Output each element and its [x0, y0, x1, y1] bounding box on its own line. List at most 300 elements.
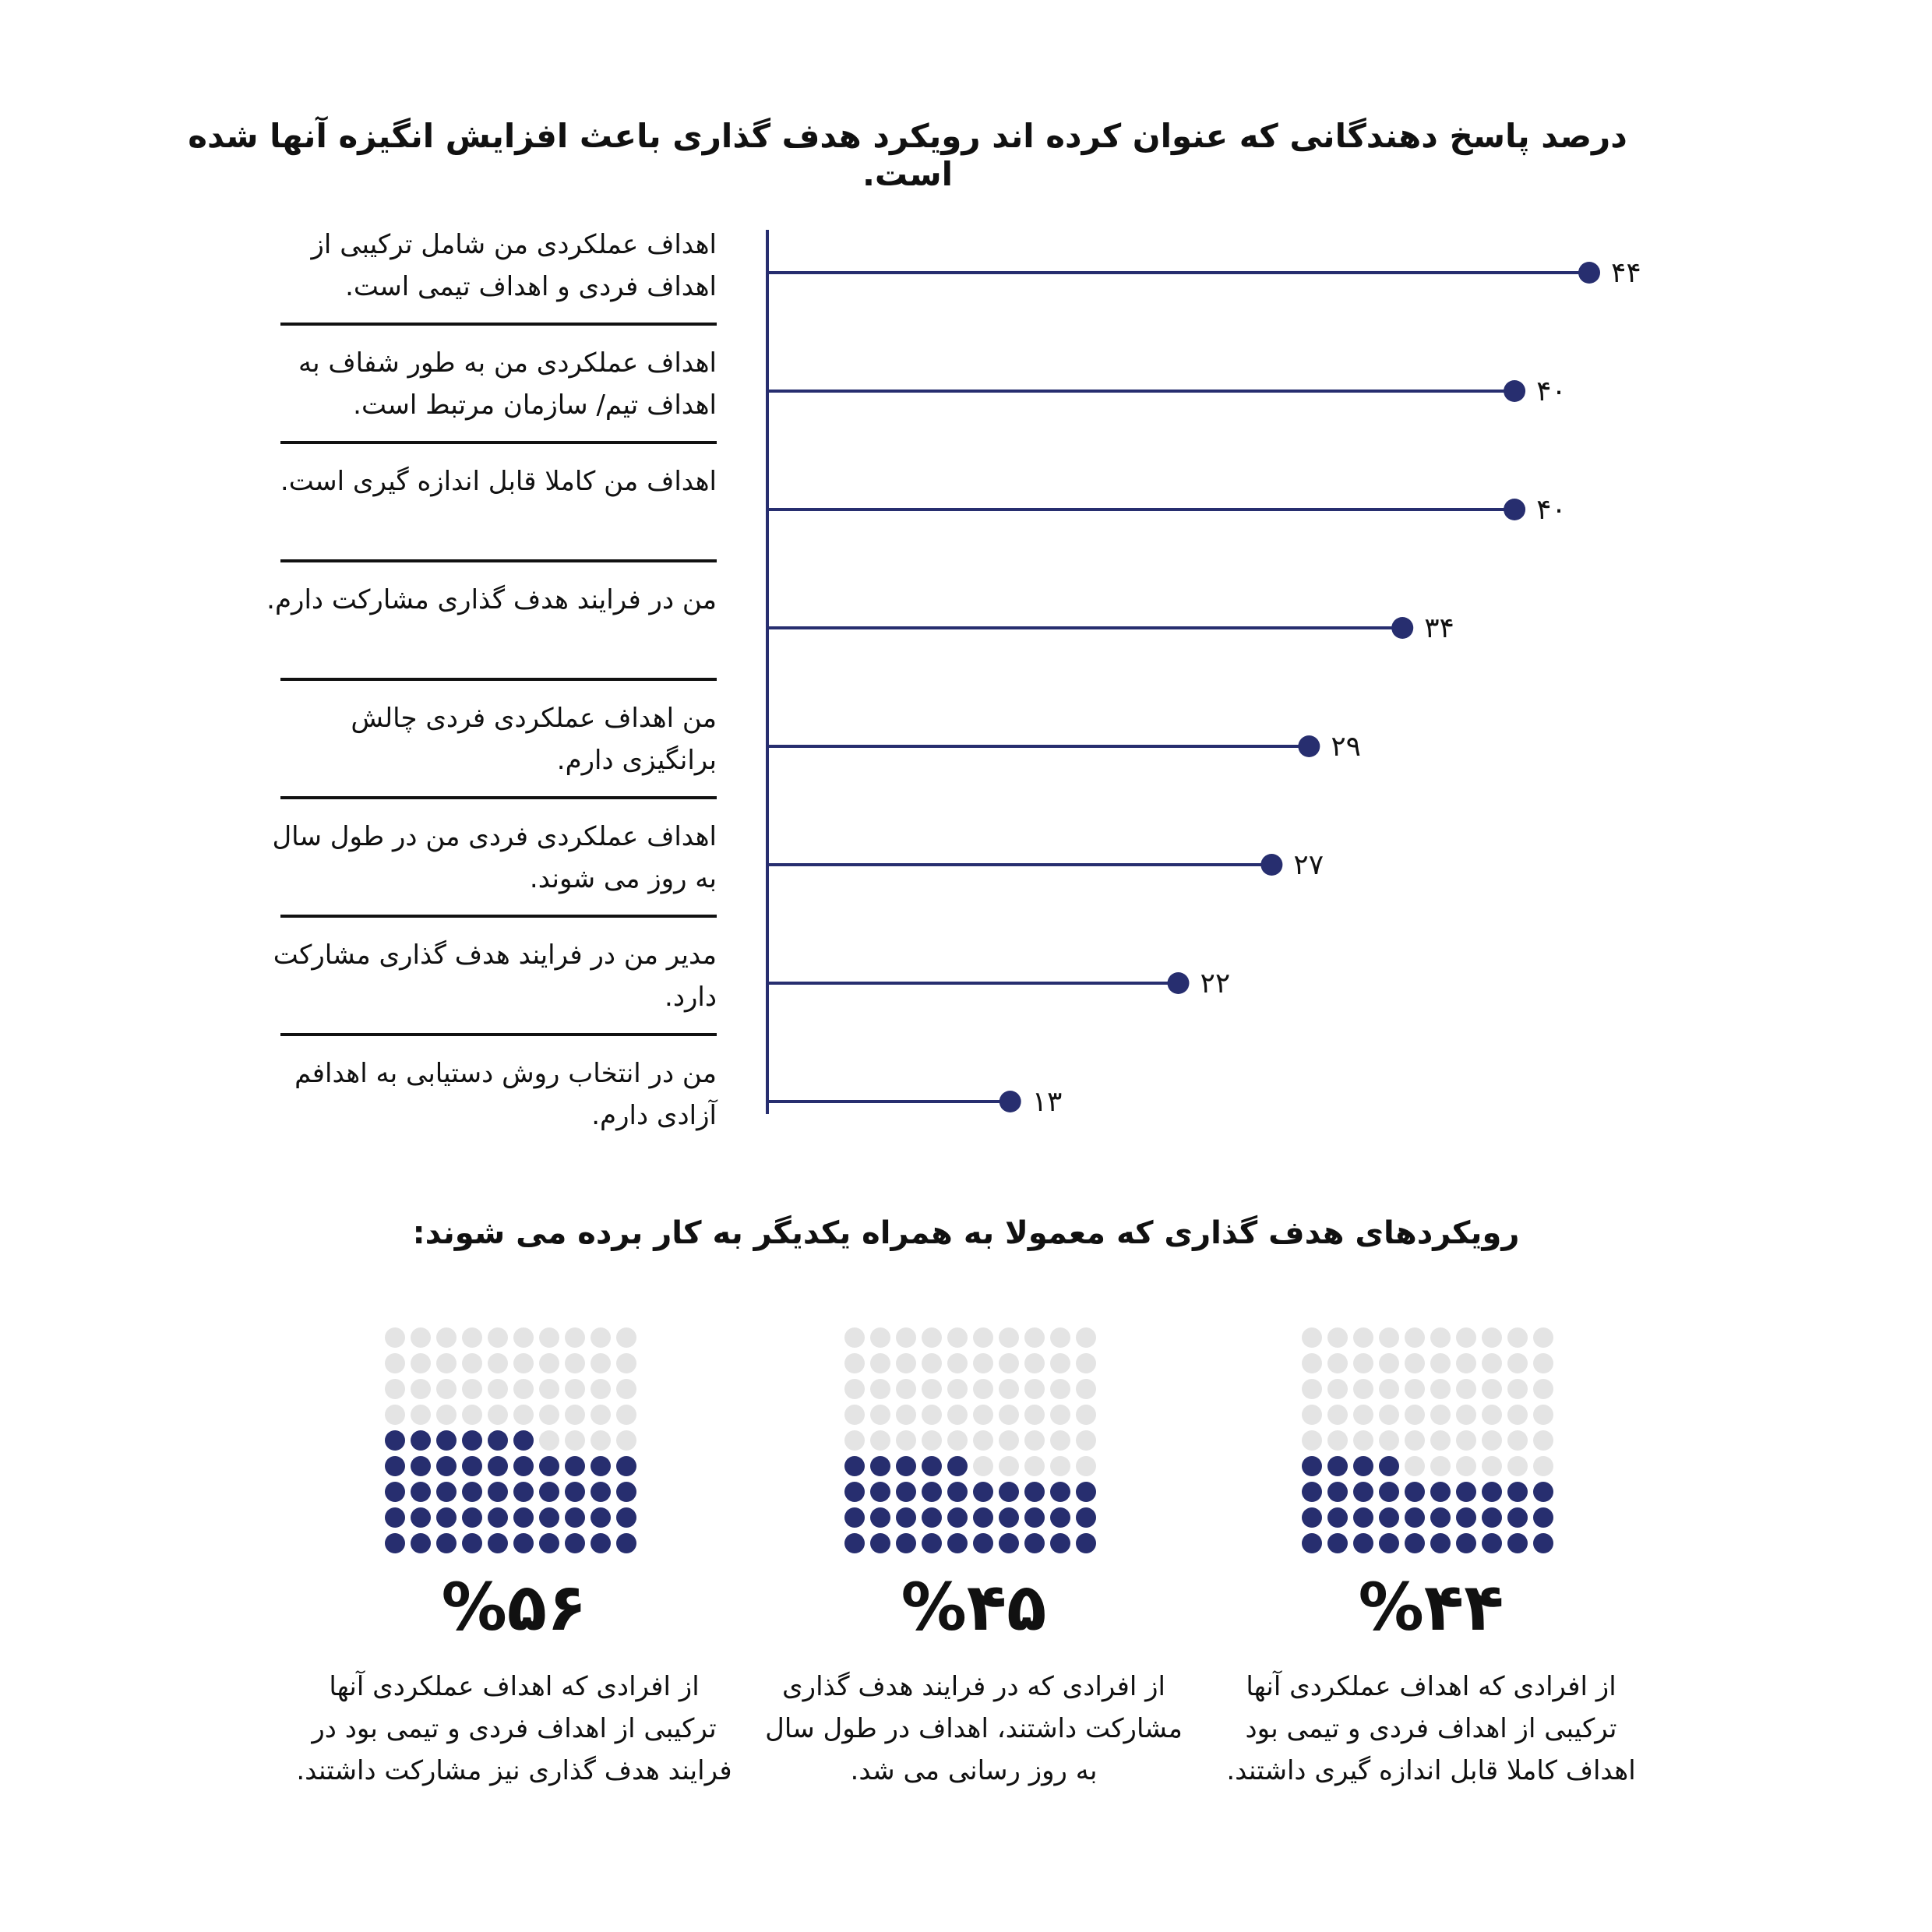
waffle-dot-filled: [1353, 1456, 1373, 1476]
waffle-dot-filled: [973, 1507, 993, 1528]
lollipop-chart: [748, 218, 1683, 1153]
waffle-chart: [382, 1324, 647, 1558]
waffle-dot-empty: [565, 1379, 585, 1399]
waffle-dot-empty: [565, 1327, 585, 1348]
waffle-dot-empty: [1379, 1430, 1399, 1451]
waffle-dot-filled: [1076, 1482, 1096, 1502]
waffle-dot-empty: [870, 1327, 890, 1348]
category-label-text: مدیر من در فرایند هدف گذاری مشارکت دارد.: [273, 940, 717, 1013]
lollipop-dot: [999, 1091, 1021, 1112]
waffle-dot-filled: [1024, 1482, 1045, 1502]
waffle-dot-filled: [844, 1533, 865, 1553]
waffle-dot-filled: [844, 1456, 865, 1476]
waffle-dot-empty: [1353, 1353, 1373, 1373]
waffle-dot-empty: [1507, 1353, 1528, 1373]
waffle-dot-filled: [896, 1507, 916, 1528]
waffle-dot-filled: [1533, 1533, 1553, 1553]
waffle-dot-empty: [1533, 1405, 1553, 1425]
waffle-dot-filled: [1430, 1533, 1451, 1553]
lollipop-dot: [1504, 380, 1525, 402]
waffle-dot-filled: [513, 1430, 534, 1451]
waffle-dot-empty: [1456, 1405, 1476, 1425]
lollipop-dot: [1298, 735, 1320, 757]
waffle-dot-filled: [1050, 1507, 1070, 1528]
waffle-dot-filled: [1353, 1533, 1373, 1553]
waffle-dot-filled: [616, 1507, 636, 1528]
waffle-dot-filled: [411, 1482, 431, 1502]
waffle-dot-empty: [488, 1405, 508, 1425]
waffle-dot-filled: [1456, 1507, 1476, 1528]
waffle-dot-empty: [896, 1327, 916, 1348]
waffle-dot-empty: [513, 1405, 534, 1425]
waffle-description: از افرادی که اهداف عملکردی آنها ترکیبی از اهداف فردی و تیمی بود در فرایند هدف گذاری نیز مشارکت داشتند.: [296, 1671, 732, 1786]
waffle-dot-empty: [411, 1353, 431, 1373]
waffle-dot-filled: [488, 1533, 508, 1553]
waffle-dot-filled: [844, 1482, 865, 1502]
waffle-dot-filled: [462, 1430, 482, 1451]
waffle-dot-empty: [1024, 1456, 1045, 1476]
category-label: [265, 806, 717, 925]
waffle-dot-filled: [999, 1482, 1019, 1502]
waffle-dot-empty: [1430, 1430, 1451, 1451]
waffle-dot-filled: [436, 1456, 457, 1476]
waffle-dot-empty: [488, 1327, 508, 1348]
waffle-item: [1213, 1324, 1649, 1792]
waffle-dot-empty: [870, 1405, 890, 1425]
category-label: [265, 925, 717, 1043]
waffle-dot-empty: [513, 1327, 534, 1348]
waffle-dot-filled: [1302, 1456, 1322, 1476]
waffle-dot-empty: [591, 1430, 611, 1451]
waffle-dot-filled: [436, 1507, 457, 1528]
waffle-dot-empty: [1353, 1430, 1373, 1451]
waffle-dot-filled: [1302, 1482, 1322, 1502]
waffle-dot-filled: [896, 1456, 916, 1476]
waffle-dot-filled: [922, 1482, 942, 1502]
waffle-dot-filled: [591, 1456, 611, 1476]
waffle-dot-empty: [1024, 1353, 1045, 1373]
waffle-dot-filled: [1507, 1482, 1528, 1502]
waffle-dot-empty: [616, 1379, 636, 1399]
waffle-dot-empty: [947, 1405, 968, 1425]
waffle-dot-filled: [1353, 1482, 1373, 1502]
waffle-dot-filled: [947, 1456, 968, 1476]
waffle-dot-empty: [1353, 1327, 1373, 1348]
waffle-dot-empty: [1050, 1430, 1070, 1451]
waffle-dot-empty: [565, 1430, 585, 1451]
waffle-dot-filled: [844, 1507, 865, 1528]
waffle-dot-empty: [1050, 1405, 1070, 1425]
waffle-dot-filled: [436, 1482, 457, 1502]
waffle-dot-empty: [922, 1379, 942, 1399]
waffle-dot-empty: [1482, 1456, 1502, 1476]
waffle-dot-empty: [385, 1405, 405, 1425]
waffle-dot-empty: [1353, 1405, 1373, 1425]
waffle-dot-empty: [616, 1430, 636, 1451]
waffle-dot-filled: [1379, 1456, 1399, 1476]
waffle-dot-filled: [411, 1456, 431, 1476]
waffle-dot-filled: [1327, 1482, 1348, 1502]
waffle-dot-empty: [1533, 1456, 1553, 1476]
waffle-dot-empty: [1050, 1353, 1070, 1373]
waffle-dot-empty: [1533, 1430, 1553, 1451]
waffle-dot-empty: [1327, 1405, 1348, 1425]
waffle-dot-empty: [539, 1405, 559, 1425]
row-divider: [280, 678, 717, 681]
waffle-dot-empty: [513, 1379, 534, 1399]
waffle-dot-filled: [488, 1430, 508, 1451]
lollipop-dot: [1260, 854, 1282, 876]
waffle-dot-filled: [616, 1482, 636, 1502]
waffle-dot-filled: [1050, 1482, 1070, 1502]
waffle-dot-empty: [844, 1405, 865, 1425]
waffle-dot-empty: [1430, 1327, 1451, 1348]
category-labels: [265, 214, 717, 1162]
waffle-dot-empty: [385, 1353, 405, 1373]
waffle-dot-empty: [896, 1379, 916, 1399]
waffle-dot-empty: [947, 1327, 968, 1348]
waffle-dot-empty: [411, 1327, 431, 1348]
category-label: [265, 1043, 717, 1162]
waffle-dot-empty: [591, 1353, 611, 1373]
waffle-dot-filled: [1353, 1507, 1373, 1528]
waffle-dot-empty: [1482, 1430, 1502, 1451]
waffle-dot-empty: [462, 1405, 482, 1425]
waffle-dot-empty: [1379, 1327, 1399, 1348]
waffle-dot-empty: [539, 1430, 559, 1451]
waffle-dot-filled: [436, 1430, 457, 1451]
waffle-dot-empty: [616, 1353, 636, 1373]
waffle-dot-empty: [1302, 1327, 1322, 1348]
waffle-dot-empty: [1405, 1327, 1425, 1348]
waffle-dot-empty: [870, 1379, 890, 1399]
category-label: [265, 569, 717, 688]
percent-label: %۴۴: [1358, 1569, 1504, 1645]
waffle-dot-filled: [947, 1533, 968, 1553]
waffle-dot-empty: [1533, 1353, 1553, 1373]
waffle-dot-filled: [385, 1430, 405, 1451]
waffle-dot-filled: [896, 1533, 916, 1553]
waffle-dot-filled: [539, 1533, 559, 1553]
value-label: ۴۰: [1536, 375, 1567, 407]
waffle-dot-empty: [1507, 1379, 1528, 1399]
waffle-dot-empty: [922, 1353, 942, 1373]
waffle-dot-empty: [1405, 1456, 1425, 1476]
waffle-dot-filled: [488, 1482, 508, 1502]
waffle-dot-filled: [1456, 1533, 1476, 1553]
waffle-dot-empty: [1050, 1379, 1070, 1399]
waffle-dot-empty: [462, 1353, 482, 1373]
waffle-dot-filled: [411, 1430, 431, 1451]
waffle-dot-empty: [870, 1353, 890, 1373]
waffle-dot-empty: [922, 1327, 942, 1348]
value-label: ۴۰: [1536, 494, 1567, 526]
waffle-dot-filled: [539, 1507, 559, 1528]
waffle-dot-empty: [1353, 1379, 1373, 1399]
waffle-dot-filled: [591, 1482, 611, 1502]
waffle-dot-filled: [462, 1456, 482, 1476]
waffle-dot-empty: [1327, 1327, 1348, 1348]
waffle-dot-filled: [922, 1456, 942, 1476]
waffle-dot-filled: [1482, 1533, 1502, 1553]
waffle-dot-empty: [1302, 1353, 1322, 1373]
waffle-dot-empty: [1024, 1327, 1045, 1348]
waffle-dot-empty: [947, 1353, 968, 1373]
waffle-dot-empty: [1379, 1379, 1399, 1399]
waffle-dot-empty: [1430, 1405, 1451, 1425]
waffle-dot-empty: [565, 1405, 585, 1425]
waffle-dot-empty: [896, 1353, 916, 1373]
waffle-dot-empty: [488, 1379, 508, 1399]
waffle-dot-empty: [1430, 1456, 1451, 1476]
lollipop-dot: [1391, 617, 1413, 639]
waffle-dot-empty: [1482, 1379, 1502, 1399]
waffle-dot-filled: [462, 1533, 482, 1553]
waffle-dot-empty: [1507, 1327, 1528, 1348]
waffle-dot-filled: [565, 1456, 585, 1476]
percent-label: %۵۶: [441, 1569, 587, 1645]
lollipop-dot: [1578, 262, 1600, 284]
waffle-dot-filled: [1482, 1507, 1502, 1528]
waffle-dot-filled: [462, 1482, 482, 1502]
waffle-dot-empty: [870, 1430, 890, 1451]
waffle-dot-empty: [1430, 1379, 1451, 1399]
category-label: [265, 451, 717, 569]
row-divider: [280, 323, 717, 326]
waffle-dot-empty: [436, 1379, 457, 1399]
waffle-dot-filled: [973, 1482, 993, 1502]
waffle-dot-filled: [565, 1533, 585, 1553]
waffle-dot-filled: [539, 1482, 559, 1502]
waffle-dot-empty: [947, 1430, 968, 1451]
waffle-dot-empty: [1456, 1353, 1476, 1373]
waffle-item: [756, 1324, 1192, 1792]
waffle-dot-filled: [1482, 1482, 1502, 1502]
category-label-text: من در انتخاب روش دستیابی به اهدافم آزادی دارم.: [294, 1058, 717, 1131]
waffle-dot-empty: [591, 1327, 611, 1348]
waffle-dot-filled: [1024, 1507, 1045, 1528]
waffle-dot-filled: [870, 1482, 890, 1502]
waffle-dot-empty: [1430, 1353, 1451, 1373]
waffle-section-title: رویکردهای هدف گذاری که معمولا به همراه یکدیگر به کار برده می شوند:: [412, 1215, 1520, 1251]
waffle-dot-empty: [385, 1379, 405, 1399]
waffle-dot-filled: [1533, 1507, 1553, 1528]
waffle-dot-filled: [385, 1456, 405, 1476]
waffle-dot-filled: [870, 1507, 890, 1528]
waffle-dot-empty: [488, 1353, 508, 1373]
chart-title: درصد پاسخ دهندگانی که عنوان کرده اند رویکرد هدف گذاری باعث افزایش انگیزه آنها شده است.: [188, 117, 1627, 193]
row-divider: [280, 559, 717, 562]
waffle-chart: [841, 1324, 1106, 1558]
waffle-dot-filled: [1302, 1533, 1322, 1553]
category-label: [265, 333, 717, 451]
waffle-dot-empty: [844, 1379, 865, 1399]
waffle-dot-filled: [591, 1533, 611, 1553]
waffle-dot-filled: [1302, 1507, 1322, 1528]
waffle-dot-filled: [1405, 1482, 1425, 1502]
waffle-dot-filled: [1430, 1507, 1451, 1528]
waffle-dot-empty: [1405, 1405, 1425, 1425]
waffle-dot-empty: [462, 1379, 482, 1399]
waffle-dot-empty: [385, 1327, 405, 1348]
waffle-item: [296, 1324, 732, 1792]
waffle-dot-empty: [411, 1379, 431, 1399]
waffle-dot-filled: [462, 1507, 482, 1528]
category-label: [265, 214, 717, 333]
waffle-dot-empty: [947, 1379, 968, 1399]
row-divider: [280, 1033, 717, 1036]
waffle-dot-empty: [844, 1353, 865, 1373]
waffle-dot-empty: [999, 1327, 1019, 1348]
category-label-text: من در فرایند هدف گذاری مشارکت دارم.: [266, 584, 717, 615]
waffle-dot-empty: [539, 1353, 559, 1373]
category-label-text: اهداف عملکردی من شامل ترکیبی از اهداف فردی و اهداف تیمی است.: [311, 229, 717, 302]
waffle-dot-empty: [1456, 1379, 1476, 1399]
waffle-dot-filled: [1507, 1533, 1528, 1553]
waffle-dot-empty: [922, 1430, 942, 1451]
waffle-dot-empty: [462, 1327, 482, 1348]
waffle-dot-filled: [1024, 1533, 1045, 1553]
waffle-dot-empty: [1507, 1430, 1528, 1451]
category-label-text: اهداف من کاملا قابل اندازه گیری است.: [280, 466, 717, 497]
category-label-text: من اهداف عملکردی فردی چالش برانگیزی دارم.: [351, 703, 717, 776]
waffle-dot-filled: [1076, 1533, 1096, 1553]
waffle-dot-empty: [1302, 1379, 1322, 1399]
value-label: ۴۴: [1611, 257, 1641, 289]
waffle-dot-empty: [616, 1405, 636, 1425]
waffle-dot-filled: [870, 1456, 890, 1476]
waffle-dot-empty: [1507, 1456, 1528, 1476]
waffle-dot-filled: [947, 1482, 968, 1502]
waffle-dot-filled: [1456, 1482, 1476, 1502]
waffle-dot-empty: [1076, 1379, 1096, 1399]
waffle-dot-empty: [436, 1353, 457, 1373]
waffle-dot-empty: [411, 1405, 431, 1425]
waffle-dot-filled: [411, 1507, 431, 1528]
waffle-dot-empty: [973, 1353, 993, 1373]
waffle-dot-empty: [1024, 1379, 1045, 1399]
waffle-dot-filled: [922, 1507, 942, 1528]
waffle-dot-empty: [591, 1405, 611, 1425]
waffle-dot-filled: [385, 1482, 405, 1502]
waffle-dot-filled: [1327, 1456, 1348, 1476]
lollipop-dot: [1168, 972, 1190, 994]
waffle-dot-filled: [1379, 1533, 1399, 1553]
waffle-dot-filled: [513, 1482, 534, 1502]
row-divider: [280, 441, 717, 444]
waffle-dot-filled: [565, 1482, 585, 1502]
waffle-dot-empty: [896, 1430, 916, 1451]
category-label-text: اهداف عملکردی من به طور شفاف به اهداف تیم/ سازمان مرتبط است.: [298, 347, 717, 421]
value-label: ۲۲: [1200, 968, 1231, 999]
waffle-dot-empty: [999, 1430, 1019, 1451]
waffle-dot-filled: [411, 1533, 431, 1553]
value-label: ۲۹: [1331, 731, 1362, 763]
waffle-dot-empty: [973, 1379, 993, 1399]
waffle-dot-empty: [1050, 1327, 1070, 1348]
value-label: ۳۴: [1424, 612, 1454, 644]
waffle-description: از افرادی که در فرایند هدف گذاری مشارکت داشتند، اهداف در طول سال به روز رسانی می شد.: [765, 1671, 1183, 1786]
waffle-dot-filled: [385, 1533, 405, 1553]
waffle-dot-filled: [385, 1507, 405, 1528]
waffle-dot-filled: [616, 1533, 636, 1553]
lollipop-dot: [1504, 499, 1525, 520]
waffle-dot-empty: [999, 1379, 1019, 1399]
value-label: ۲۷: [1293, 849, 1324, 881]
waffle-dot-filled: [591, 1507, 611, 1528]
waffle-dot-filled: [1327, 1533, 1348, 1553]
waffle-dot-empty: [1482, 1405, 1502, 1425]
waffle-description: از افرادی که اهداف عملکردی آنها ترکیبی از اهداف فردی و تیمی بود اهداف کاملا قابل اندازه گیری داشتند.: [1226, 1671, 1636, 1786]
waffle-dot-empty: [999, 1353, 1019, 1373]
waffle-dot-filled: [539, 1456, 559, 1476]
waffle-dot-filled: [565, 1507, 585, 1528]
waffle-dot-empty: [1533, 1379, 1553, 1399]
waffle-dot-filled: [513, 1533, 534, 1553]
waffle-dot-empty: [539, 1379, 559, 1399]
percent-label: %۴۵: [901, 1569, 1047, 1645]
waffle-dot-filled: [1405, 1533, 1425, 1553]
waffle-dot-empty: [844, 1430, 865, 1451]
waffle-dot-filled: [1379, 1482, 1399, 1502]
waffle-dot-empty: [1379, 1405, 1399, 1425]
waffle-dot-empty: [1302, 1405, 1322, 1425]
waffle-chart: [1299, 1324, 1564, 1558]
waffle-dot-empty: [591, 1379, 611, 1399]
waffle-dot-empty: [1327, 1353, 1348, 1373]
category-label-text: اهداف عملکردی فردی من در طول سال به روز می شوند.: [272, 821, 717, 894]
waffle-dot-filled: [1327, 1507, 1348, 1528]
waffle-dot-empty: [1482, 1353, 1502, 1373]
waffle-dot-empty: [973, 1456, 993, 1476]
waffle-dot-empty: [1405, 1379, 1425, 1399]
waffle-dot-empty: [1405, 1353, 1425, 1373]
category-label: [265, 688, 717, 806]
waffle-dot-empty: [1327, 1430, 1348, 1451]
waffle-dot-empty: [844, 1327, 865, 1348]
waffle-dot-empty: [1456, 1430, 1476, 1451]
waffle-dot-empty: [513, 1353, 534, 1373]
waffle-dot-filled: [973, 1533, 993, 1553]
waffle-dot-filled: [999, 1507, 1019, 1528]
waffle-dot-filled: [1050, 1533, 1070, 1553]
row-divider: [280, 796, 717, 799]
waffle-dot-filled: [999, 1533, 1019, 1553]
waffle-dot-empty: [1456, 1456, 1476, 1476]
waffle-dot-empty: [1076, 1353, 1096, 1373]
waffle-dot-filled: [1533, 1482, 1553, 1502]
waffle-dot-empty: [1076, 1456, 1096, 1476]
waffle-dot-empty: [896, 1405, 916, 1425]
waffle-dot-empty: [922, 1405, 942, 1425]
waffle-dot-empty: [973, 1430, 993, 1451]
waffle-dot-empty: [1076, 1327, 1096, 1348]
waffle-dot-empty: [539, 1327, 559, 1348]
waffle-dot-empty: [1405, 1430, 1425, 1451]
waffle-dot-filled: [896, 1482, 916, 1502]
waffle-dot-filled: [488, 1456, 508, 1476]
waffle-dot-empty: [565, 1353, 585, 1373]
waffle-dot-filled: [513, 1507, 534, 1528]
waffle-dot-empty: [999, 1405, 1019, 1425]
waffle-dot-empty: [999, 1456, 1019, 1476]
waffle-dot-empty: [616, 1327, 636, 1348]
waffle-dot-filled: [947, 1507, 968, 1528]
waffle-dot-filled: [1076, 1507, 1096, 1528]
waffle-dot-filled: [436, 1533, 457, 1553]
waffle-dot-filled: [616, 1456, 636, 1476]
waffle-dot-empty: [1533, 1327, 1553, 1348]
